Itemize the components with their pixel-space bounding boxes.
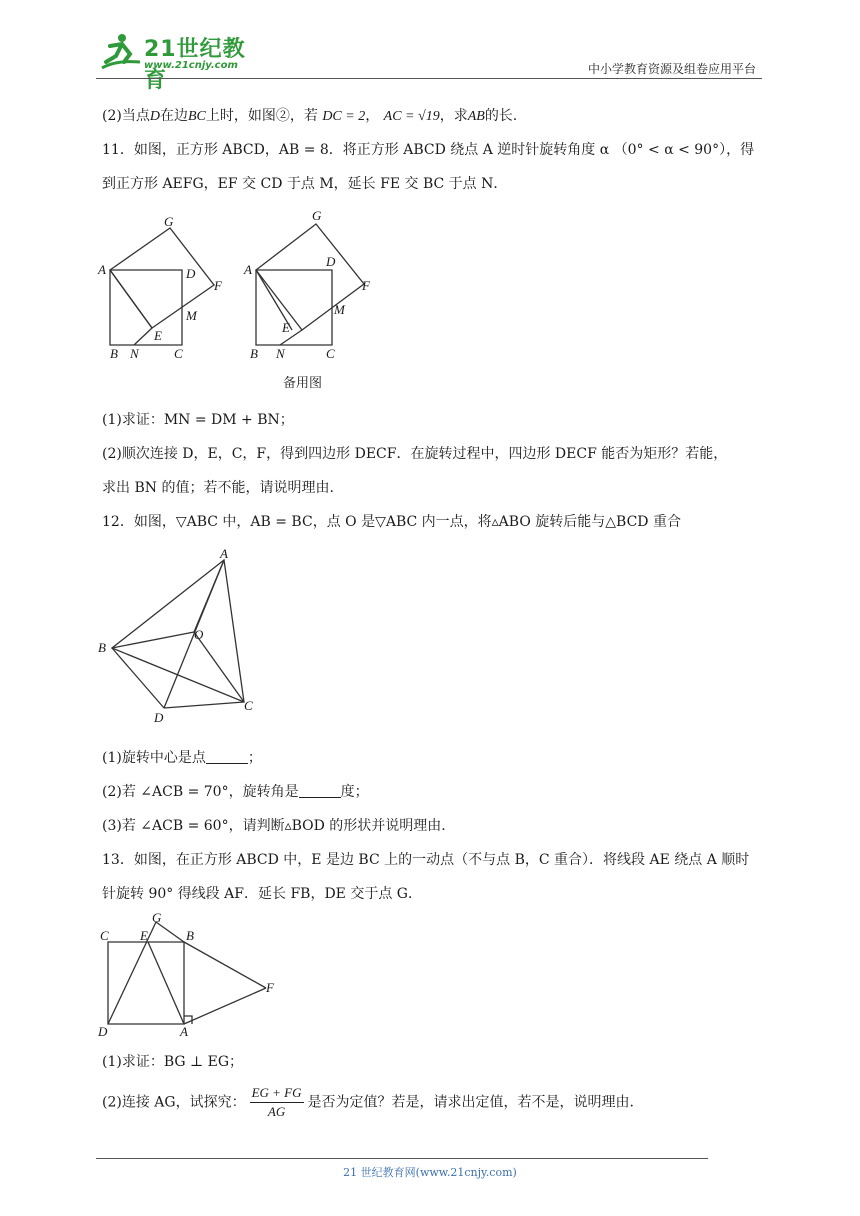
- header-divider: [96, 78, 762, 79]
- svg-text:B: B: [110, 346, 118, 361]
- svg-text:F: F: [214, 278, 222, 293]
- q11-part2-line1: (2)顺次连接 D，E，C，F，得到四边形 DECF．在旋转过程中，四边形 DECF 能否为矩形？若能，: [102, 446, 728, 462]
- q11-figure-caption: 备用图: [283, 376, 323, 391]
- svg-text:N: N: [276, 346, 285, 361]
- svg-text:M: M: [334, 302, 345, 317]
- svg-text:E: E: [140, 928, 148, 943]
- site-logo: [96, 32, 266, 93]
- svg-text:B: B: [186, 928, 194, 943]
- svg-text:A: A: [180, 1024, 188, 1038]
- logo-url: www.21cnjy.com: [144, 60, 238, 71]
- fraction: $\frac{EG + FG}{AG}$: [251, 1085, 302, 1119]
- svg-text:D: D: [326, 254, 336, 269]
- q13-stem-line2: 针旋转 90° 得线段 AF．延长 FB，DE 交于点 G．: [102, 886, 422, 902]
- header-platform-text: 中小学教育资源及组卷应用平台: [587, 62, 756, 76]
- svg-text:B: B: [98, 640, 106, 655]
- svg-text:A: A: [98, 262, 106, 277]
- q11-part2-line2: 求出 BN 的值；若不能，请说明理由.: [102, 480, 334, 496]
- logo-text: 21世纪教育: [144, 37, 246, 93]
- q12-part2: (2)若 ∠ACB = 70°，旋转角是 度；: [102, 784, 369, 800]
- svg-text:G: G: [164, 214, 174, 229]
- svg-text:D: D: [98, 1024, 108, 1038]
- svg-text:D: D: [154, 710, 164, 725]
- svg-text:F: F: [362, 278, 370, 293]
- q13-stem-line1: 13．如图，在正方形 ABCD 中，E 是边 BC 上的一动点（不与点 B，C 重合）．将线段 AE 绕点 A 顺时: [102, 852, 750, 868]
- svg-text:C: C: [326, 346, 335, 361]
- svg-text:C: C: [100, 928, 109, 943]
- footer-divider: [96, 1158, 708, 1159]
- svg-text:C: C: [244, 698, 253, 713]
- svg-text:N: N: [130, 346, 139, 361]
- q12-part1: (1)旋转中心是点 ；: [102, 750, 262, 766]
- q12-figure: [96, 540, 266, 730]
- q11-part1: (1)求证：MN = DM + BN；: [102, 412, 294, 428]
- q11-stem-line1: 11．如图，正方形 ABCD，AB = 8．将正方形 ABCD 绕点 A 逆时针旋转角度 α （0° < α < 90°），得: [102, 142, 755, 158]
- svg-text:C: C: [174, 346, 183, 361]
- answer-blank[interactable]: [206, 749, 248, 764]
- footer-text[interactable]: 21 世纪教育网(www.21cnjy.com): [343, 1166, 517, 1179]
- q11-figure-main: [96, 210, 236, 370]
- answer-blank[interactable]: [299, 783, 341, 798]
- runner-logo-icon: [96, 32, 144, 76]
- q12-part3: (3)若 ∠ACB = 60°，请判断▵BOD 的形状并说明理由.: [102, 818, 446, 834]
- svg-text:F: F: [266, 980, 274, 995]
- svg-text:D: D: [186, 266, 196, 281]
- svg-text:G: G: [152, 910, 162, 925]
- q11-figure-backup: [240, 204, 380, 370]
- svg-text:O: O: [194, 627, 204, 642]
- svg-text:E: E: [282, 320, 290, 335]
- q10-part2: (2)当点D在边BC上时，如图②，若 DC = 2， AC = √19，求AB的长.: [102, 108, 518, 124]
- q11-stem-line2: 到正方形 AEFG，EF 交 CD 于点 M，延长 FE 交 BC 于点 N．: [102, 176, 508, 192]
- q13-figure: [96, 908, 286, 1038]
- svg-text:A: A: [220, 546, 228, 561]
- q13-part1: (1)求证：BG ⊥ EG；: [102, 1054, 244, 1070]
- q12-stem: 12．如图，▽ABC 中，AB = BC，点 O 是▽ABC 内一点，将▵ABO 旋转后能与△BCD 重合: [102, 514, 681, 530]
- q13-part2: (2)连接 AG，试探究： $\frac{EG + FG}{AG}$ 是否为定值？若是，请求出定值，若不是，说明理由.: [102, 1085, 634, 1119]
- svg-text:G: G: [312, 208, 322, 223]
- svg-text:A: A: [244, 262, 252, 277]
- svg-text:E: E: [154, 328, 162, 343]
- svg-text:M: M: [186, 308, 197, 323]
- svg-text:B: B: [250, 346, 258, 361]
